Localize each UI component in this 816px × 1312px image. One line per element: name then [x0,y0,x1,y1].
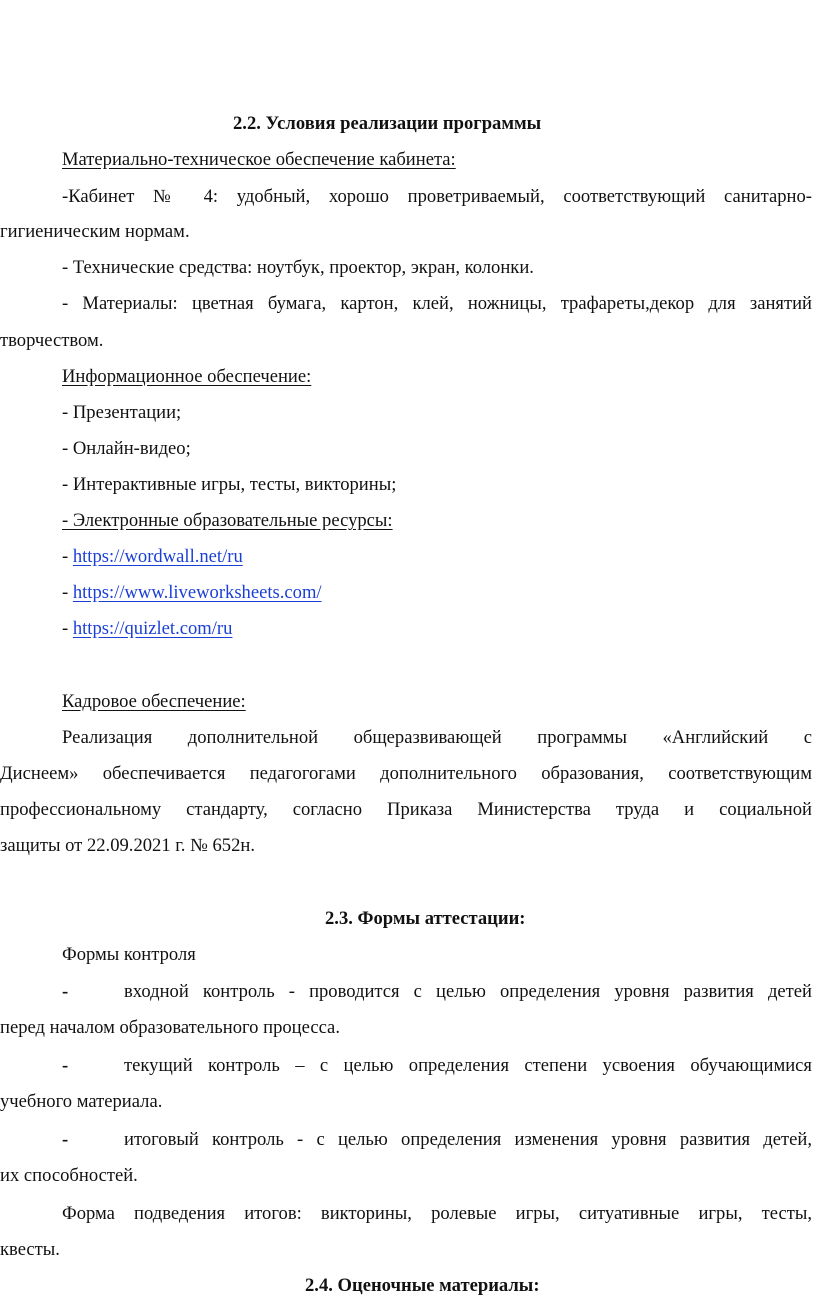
staff-support-heading: Кадровое обеспечение: [62,691,246,712]
link-prefix: - [62,582,73,603]
technical-means-text: - Технические средства: ноутбук, проектор, экран, колонки. [62,257,534,278]
bullet-dash: - [62,1055,69,1076]
info-item-interactive-games: - Интерактивные игры, тесты, викторины; [62,474,397,495]
cabinet-text-line-2: гигиеническим нормам. [0,221,190,242]
section-title-2-3: 2.3. Формы аттестации: [325,908,526,929]
resource-link-item [62,545,243,569]
cabinet-text-line-1: -Кабинет № 4: удобный, хорошо проветриваемый, соответствующий санитарно- [62,186,812,207]
control-forms-heading: Формы контроля [62,944,196,965]
link-prefix: - [62,618,73,639]
material-support-heading: Материально-техническое обеспечение кабинета: [62,149,456,170]
control-item-current-line-2: учебного материала. [0,1091,163,1112]
resource-link-item [62,617,232,641]
control-item-final-line-1: итоговый контроль - с целью определения изменения уровня развития детей, [124,1129,812,1150]
link-prefix: - [62,546,73,567]
section-title-2-2: 2.2. Условия реализации программы [233,113,542,134]
control-item-final-line-2: их способностей. [0,1165,138,1186]
summary-form-line-1: Форма подведения итогов: викторины, ролевые игры, ситуативные игры, тесты, [62,1203,812,1224]
control-item-entry-line-1: входной контроль - проводится с целью определения уровня развития детей [124,981,812,1002]
info-item-presentations: - Презентации; [62,402,182,423]
link-quizlet[interactable]: https://quizlet.com/ru [72,618,233,639]
electronic-resources-heading: - Электронные образовательные ресурсы: [62,510,393,531]
info-item-online-video: - Онлайн-видео; [62,438,191,459]
section-title-2-4: 2.4. Оценочные материалы: [305,1275,540,1296]
staff-text-line-4: защиты от 22.09.2021 г. № 652н. [0,835,255,856]
materials-text-line-2: творчеством. [0,330,104,351]
staff-text-line-2: Диснеем» обеспечивается педагогогами дополнительного образования, соответствующим [0,763,812,784]
staff-text-line-1: Реализация дополнительной общеразвивающей программы «Английский с [62,727,812,748]
link-liveworksheets[interactable]: https://www.liveworksheets.com/ [72,582,322,603]
control-item-current-line-1: текущий контроль – с целью определения степени усвоения обучающимися [124,1055,812,1076]
summary-form-line-2: квесты. [0,1239,60,1260]
control-item-entry-line-2: перед началом образовательного процесса. [0,1017,340,1038]
bullet-dash: - [62,1129,69,1150]
link-wordwall[interactable]: https://wordwall.net/ru [72,546,243,567]
materials-text-line-1: - Материалы: цветная бумага, картон, клей, ножницы, трафареты,декор для занятий [62,293,812,314]
staff-text-line-3: профессиональному стандарту, согласно Приказа Министерства труда и социальной [0,799,812,820]
bullet-dash: - [62,981,69,1002]
information-support-heading: Информационное обеспечение: [62,366,312,387]
resource-link-item [62,581,322,605]
